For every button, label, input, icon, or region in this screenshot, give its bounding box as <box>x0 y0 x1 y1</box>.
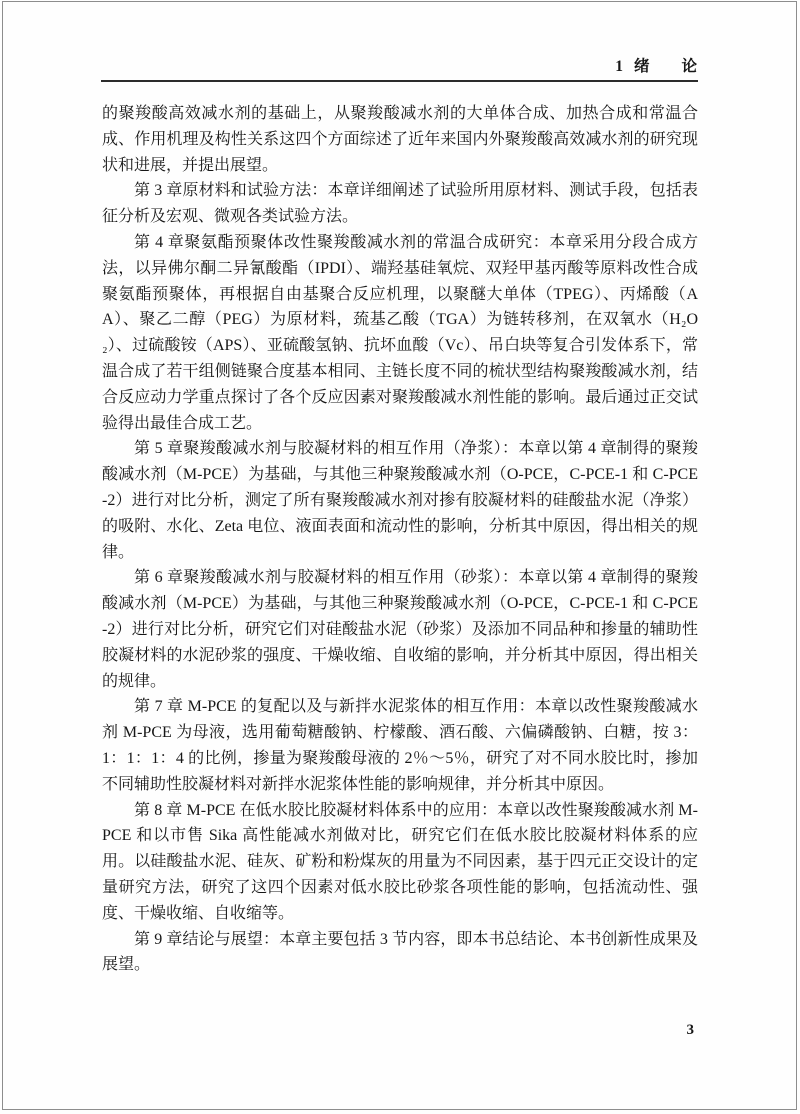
page-number: 3 <box>686 1022 694 1038</box>
body-paragraph: 的聚羧酸高效减水剂的基础上，从聚羧酸减水剂的大单体合成、加热合成和常温合成、作用机理及构性关系这四个方面综述了近年来国内外聚羧酸高效减水剂的研究现状和进展，并提出展望。 <box>102 105 698 174</box>
header-chapter-number: 1 <box>615 58 624 75</box>
page-body <box>102 101 698 978</box>
header-rule-divider <box>101 80 698 82</box>
body-paragraph: 第 7 章 M-PCE 的复配以及与新拌水泥浆体的相互作用：本章以改性聚羧酸减水剂 M-PCE 为母液，选用葡萄糖酸钠、柠檬酸、酒石酸、六偏磷酸钠、白糖，按 3：1：1：1：4 的比例，掺量为聚羧酸母液的 2％～5％，研究了对不同水胶比时，掺加不同辅助性胶凝材料对新拌水泥浆体性能的影响规律，并分析其中原因。 <box>102 698 698 793</box>
page-footer <box>102 1021 694 1039</box>
body-paragraph: 第 5 章聚羧酸减水剂与胶凝材料的相互作用（净浆）：本章以第 4 章制得的聚羧酸减水剂（M-PCE）为基础，与其他三种聚羧酸减水剂（O-PCE，C-PCE-1 和 C-PCE-2）进行对比分析，测定了所有聚羧酸减水剂对掺有胶凝材料的硅酸盐水泥（净浆）的吸附、水化、Zeta 电位、液面表面和流动性的影响，分析其中原因，得出相关的规律。 <box>102 440 698 561</box>
running-header <box>102 54 698 76</box>
header-title-word-1: 绪 <box>633 58 651 75</box>
body-paragraph: 第 8 章 M-PCE 在低水胶比胶凝材料体系中的应用：本章以改性聚羧酸减水剂 M-PCE 和以市售 Sika 高性能减水剂做对比，研究它们在低水胶比胶凝材料体系的应用。以硅酸盐水泥、硅灰、矿粉和粉煤灰的用量为不同因素，基于四元正交设计的定量研究方法，研究了这四个因素对低水胶比砂浆各项性能的影响，包括流动性、强度、干燥收缩、自收缩等。 <box>102 801 698 922</box>
body-paragraph: 第 6 章聚羧酸减水剂与胶凝材料的相互作用（砂浆）：本章以第 4 章制得的聚羧酸减水剂（M-PCE）为基础，与其他三种聚羧酸减水剂（O-PCE，C-PCE-1 和 C-PCE-2）进行对比分析，研究它们对硅酸盐水泥（砂浆）及添加不同品种和掺量的辅助性胶凝材料的水泥砂浆的强度、干燥收缩、自收缩的影响，并分析其中原因，得出相关的规律。 <box>102 569 698 690</box>
body-paragraph: 第 4 章聚氨酯预聚体改性聚羧酸减水剂的常温合成研究：本章采用分段合成方法，以异佛尔酮二异氰酸酯（IPDI）、端羟基硅氧烷、双羟甲基丙酸等原料改性合成聚氨酯预聚体，再根据自由基聚合反应机理，以聚醚大单体（TPEG）、丙烯酸（AA）、聚乙二醇（PEG）为原材料，巯基乙酸（TGA）为链转移剂，在双氧水（H₂O₂）、过硫酸铵（APS）、亚硫酸氢钠、抗坏血酸（Vc）、吊白块等复合引发体系下，常温合成了若干组侧链聚合度基本相同、主链长度不同的梳状型结构聚羧酸减水剂，结合反应动力学重点探讨了各个反应因素对聚羧酸减水剂性能的影响。最后通过正交试验得出最佳合成工艺。 <box>102 233 698 432</box>
body-paragraph: 第 9 章结论与展望：本章主要包括 3 节内容，即本书总结论、本书创新性成果及展望。 <box>102 930 698 974</box>
header-title-word-2: 论 <box>681 58 698 75</box>
body-paragraph: 第 3 章原材料和试验方法：本章详细阐述了试验所用原材料、测试手段，包括表征分析及宏观、微观各类试验方法。 <box>102 182 698 226</box>
